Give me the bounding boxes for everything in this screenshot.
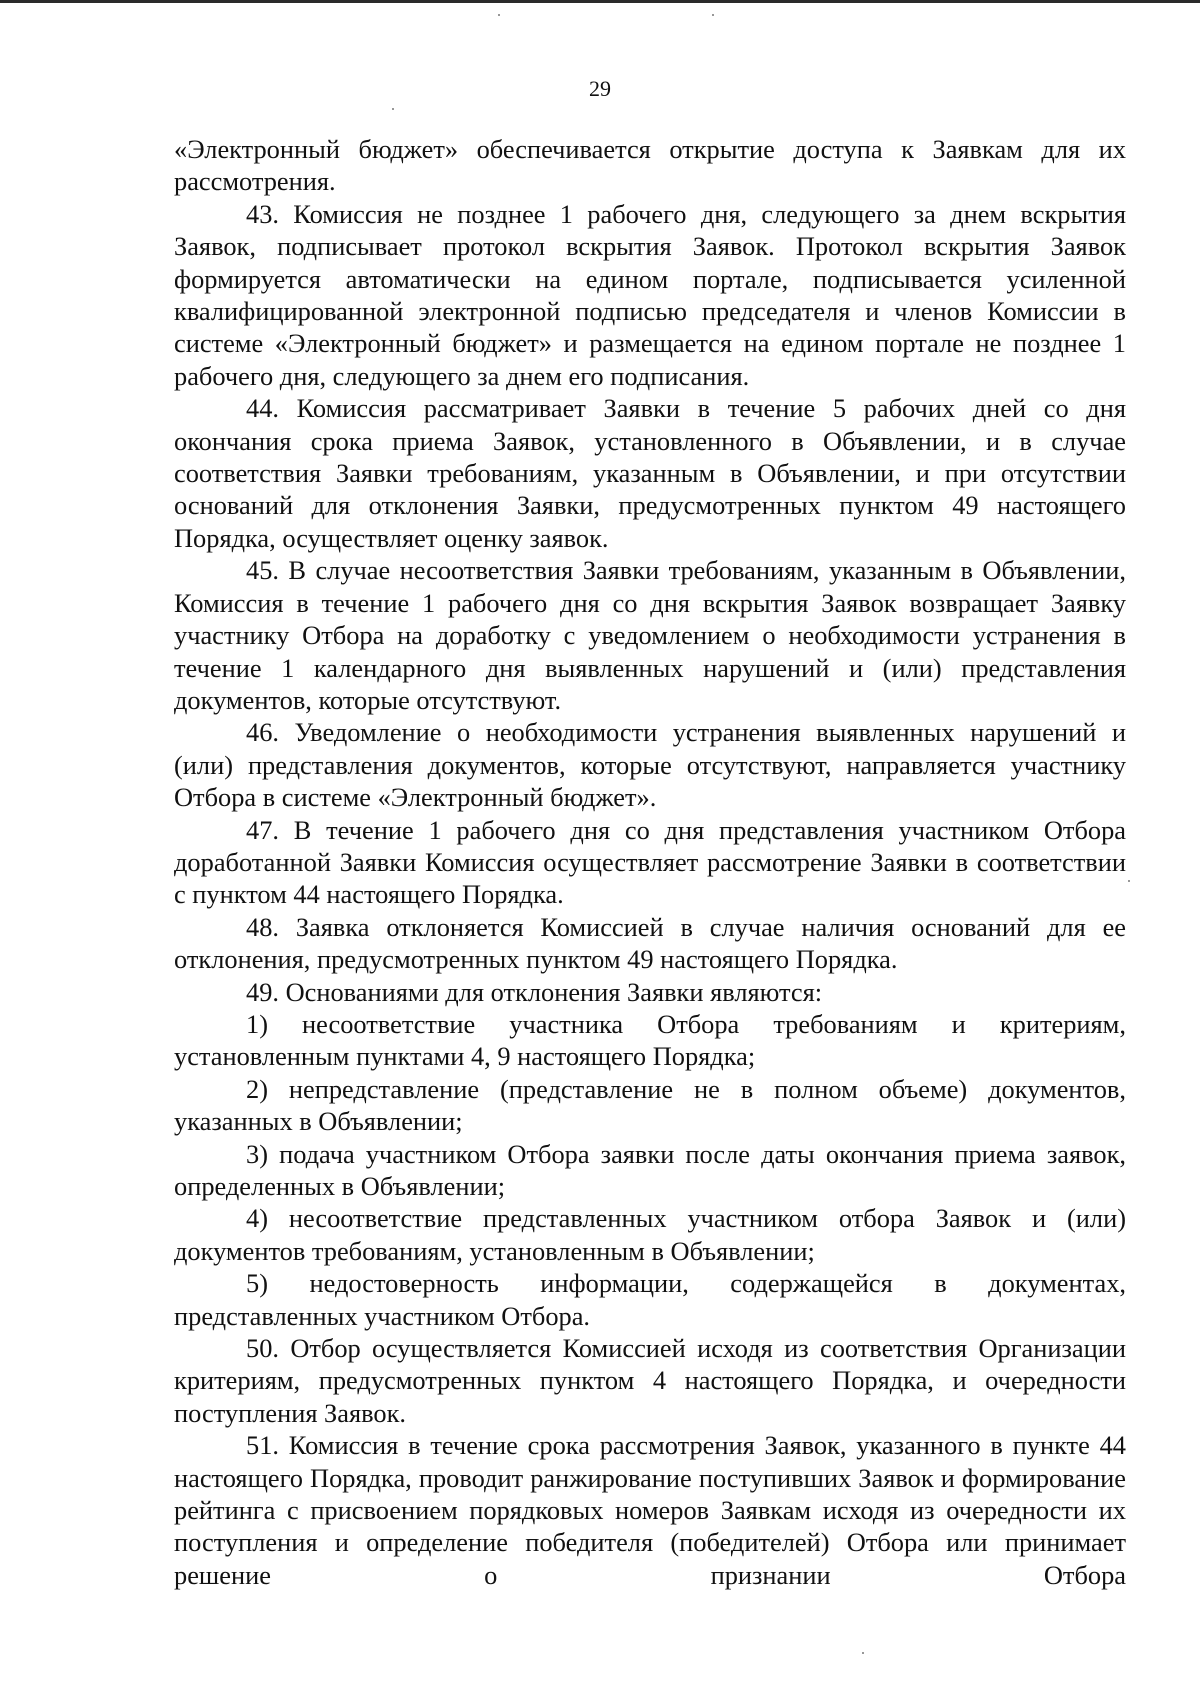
paragraph-48: 48. Заявка отклоняется Комиссией в случае наличия оснований для ее отклонения, предусмотренных пунктом 49 настоящего Порядка. <box>174 911 1126 975</box>
scan-edge-line <box>0 0 1200 3</box>
paragraph-45: 45. В случае несоответствия Заявки требованиям, указанным в Объявлении, Комиссия в течение 1 рабочего дня со дня вскрытия Заявок возвращает Заявку участнику Отбора на доработку с уведомлением о необходимости устранения в течение 1 календарного дня выявленных нарушений и (или) представления документов, которые отсутствуют. <box>174 555 1126 715</box>
scan-speck <box>712 14 714 16</box>
paragraph-46: 46. Уведомление о необходимости устранения выявленных нарушений и (или) представления документов, которые отсутствуют, направляется участнику Отбора в системе «Электронный бюджет». <box>174 717 1126 813</box>
paragraph-51: 51. Комиссия в течение срока рассмотрения Заявок, указанного в пункте 44 настоящего Порядка, проводит ранжирование поступивших Заявок и формирование рейтинга с присвоением порядковых номеров Заявкам исходя из очередности их поступления и определение победителя (победителей) Отбора или принимает решение о признании Отбора <box>174 1430 1126 1590</box>
paragraph-continuation: «Электронный бюджет» обеспечивается открытие доступа к Заявкам для их рассмотрения. <box>174 134 1126 197</box>
paragraph-50: 50. Отбор осуществляется Комиссией исходя из соответствия Организации критериям, предусмотренных пунктом 4 настоящего Порядка, и очередности поступления Заявок. <box>174 1333 1126 1428</box>
list-item-3: 3) подача участником Отбора заявки после даты окончания приема заявок, определенных в Объявлении; <box>174 1138 1126 1201</box>
document-body <box>174 133 1126 1591</box>
list-item-2: 2) непредставление (представление не в полном объеме) документов, указанных в Объявлении; <box>174 1073 1126 1137</box>
list-item-4: 4) несоответствие представленных участником отбора Заявок и (или) документов требованиям, установленным в Объявлении; <box>174 1203 1126 1266</box>
scan-speck <box>498 14 500 16</box>
scan-speck <box>392 108 394 110</box>
scan-speck <box>1128 880 1130 882</box>
list-item-5: 5) недостоверность информации, содержащейся в документах, представленных участником Отбора. <box>174 1268 1126 1331</box>
paragraph-44: 44. Комиссия рассматривает Заявки в течение 5 рабочих дней со дня окончания срока приема Заявок, установленного в Объявлении, и в случае соответствия Заявки требованиям, указанным в Объявлении, и при отсутствии оснований для отклонения Заявки, предусмотренных пунктом 49 настоящего Порядка, осуществляет оценку заявок. <box>174 393 1126 553</box>
page-number: 29 <box>589 76 611 101</box>
paragraph-49: 49. Основаниями для отклонения Заявки являются: <box>246 976 823 1007</box>
paragraph-43: 43. Комиссия не позднее 1 рабочего дня, следующего за днем вскрытия Заявок, подписывает протокол вскрытия Заявок. Протокол вскрытия Заявок формируется автоматически на едином портале, подписывается усиленной квалифицированной электронной подписью председателя и членов Комиссии в системе «Электронный бюджет» и размещается на едином портале не позднее 1 рабочего дня, следующего за днем его подписания. <box>174 198 1126 391</box>
scan-speck <box>862 1652 864 1654</box>
paragraph-47: 47. В течение 1 рабочего дня со дня представления участником Отбора доработанной Заявки Комиссия осуществляет рассмотрение Заявки в соответствии с пунктом 44 настоящего Порядка. <box>174 814 1126 910</box>
list-item-1: 1) несоответствие участника Отбора требованиям и критериям, установленным пунктами 4, 9 настоящего Порядка; <box>174 1008 1126 1072</box>
